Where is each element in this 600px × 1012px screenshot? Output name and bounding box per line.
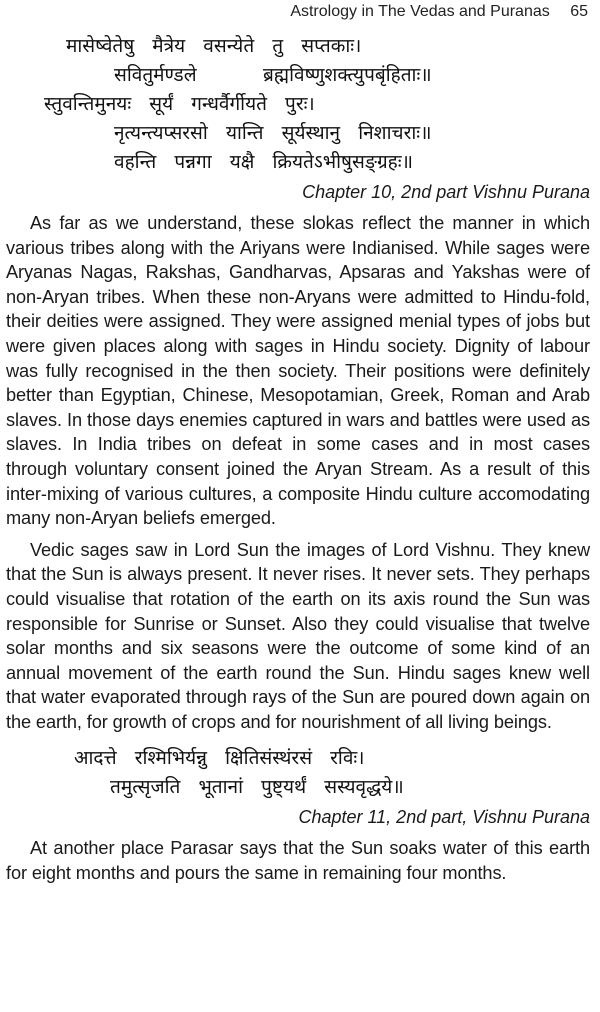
- verse-1-line-2: सवितुर्मण्डले ब्रह्मविष्णुशक्त्युपबृंहिताः॥: [114, 64, 432, 86]
- closing-paragraph: At another place Parasar says that the Sun soaks water of this earth for eight months and pours the same in remaining four months.: [6, 838, 590, 884]
- verse-1-line-5: वहन्ति पन्नगा यक्षै क्रियतेऽभीषुसङ्ग्रहः॥: [114, 151, 413, 173]
- running-header: [290, 3, 588, 21]
- verse-2-line-2: तमुत्सृजति भूतानां पुष्ट्यर्थं सस्यवृद्धये॥: [110, 776, 404, 799]
- verse-2-citation: Chapter 11, 2nd part, Vishnu Purana: [298, 807, 590, 828]
- verse-2-line-1: आदत्ते रश्मिभिर्यन्नु क्षितिसंस्थंरसं रविः।: [74, 747, 365, 770]
- body-paragraph-1: As far as we understand, these slokas reflect the manner in which various tribes along with the Ariyans were Indianised. While sages were Aryanas Nagas, Rakshas, Gandharvas, Apsaras and Yakshas were of non-Aryan tribes. When these non-Aryans were admitted to Hindu-fold, their deities were assigned. They were assigned menial types of jobs but were given places along with sages in Hindu society. Dignity of labour was fully recognised in the then society. Their positions were definitely better than Egyptian, Chinese, Mesopotamian, Greek, Roman and Arab slaves. In those days enemies captured in wars and battles were used as slaves. In India tribes on defeat in some cases and in most cases through voluntary consent joined the Aryan Stream. As a result of this inter-mixing of various cultures, a composite Hindu culture accomodating many non-Aryan beliefs emerged.: [6, 213, 590, 529]
- verse-1-line-3: स्तुवन्तिमुनयः सूर्यं गन्धर्वैर्गीयते पुरः।: [44, 93, 315, 115]
- page-body: [6, 32, 590, 886]
- verse-1-line-4: नृत्यन्त्यप्सरसो यान्ति सूर्यस्थानु निशाचराः॥: [114, 122, 432, 144]
- sanskrit-verse-2: [6, 744, 590, 802]
- verse-1-line-1: मासेष्वेतेषु मैत्रेय वसन्येते तु सप्तकाः।: [66, 35, 362, 57]
- sanskrit-verse-1: [6, 32, 590, 177]
- verse-1-citation: Chapter 10, 2nd part Vishnu Purana: [302, 182, 590, 202]
- page-number: 65: [570, 3, 588, 20]
- running-title: Astrology in The Vedas and Puranas: [290, 3, 550, 20]
- body-paragraph-2: Vedic sages saw in Lord Sun the images of Lord Vishnu. They knew that the Sun is always present. It never rises. It never sets. They perhaps could visualise that rotation of the earth on its axis round the Sun was responsible for Sunrise or Sunset. Also they could visualise that twelve solar months and six seasons were the outcome of some kind of an annual movement of the earth round the Sun. Hindu sages knew well that water evaporated through rays of the Sun are poured down again on the earth, for growth of crops and for nourishment of all living beings.: [6, 539, 590, 732]
